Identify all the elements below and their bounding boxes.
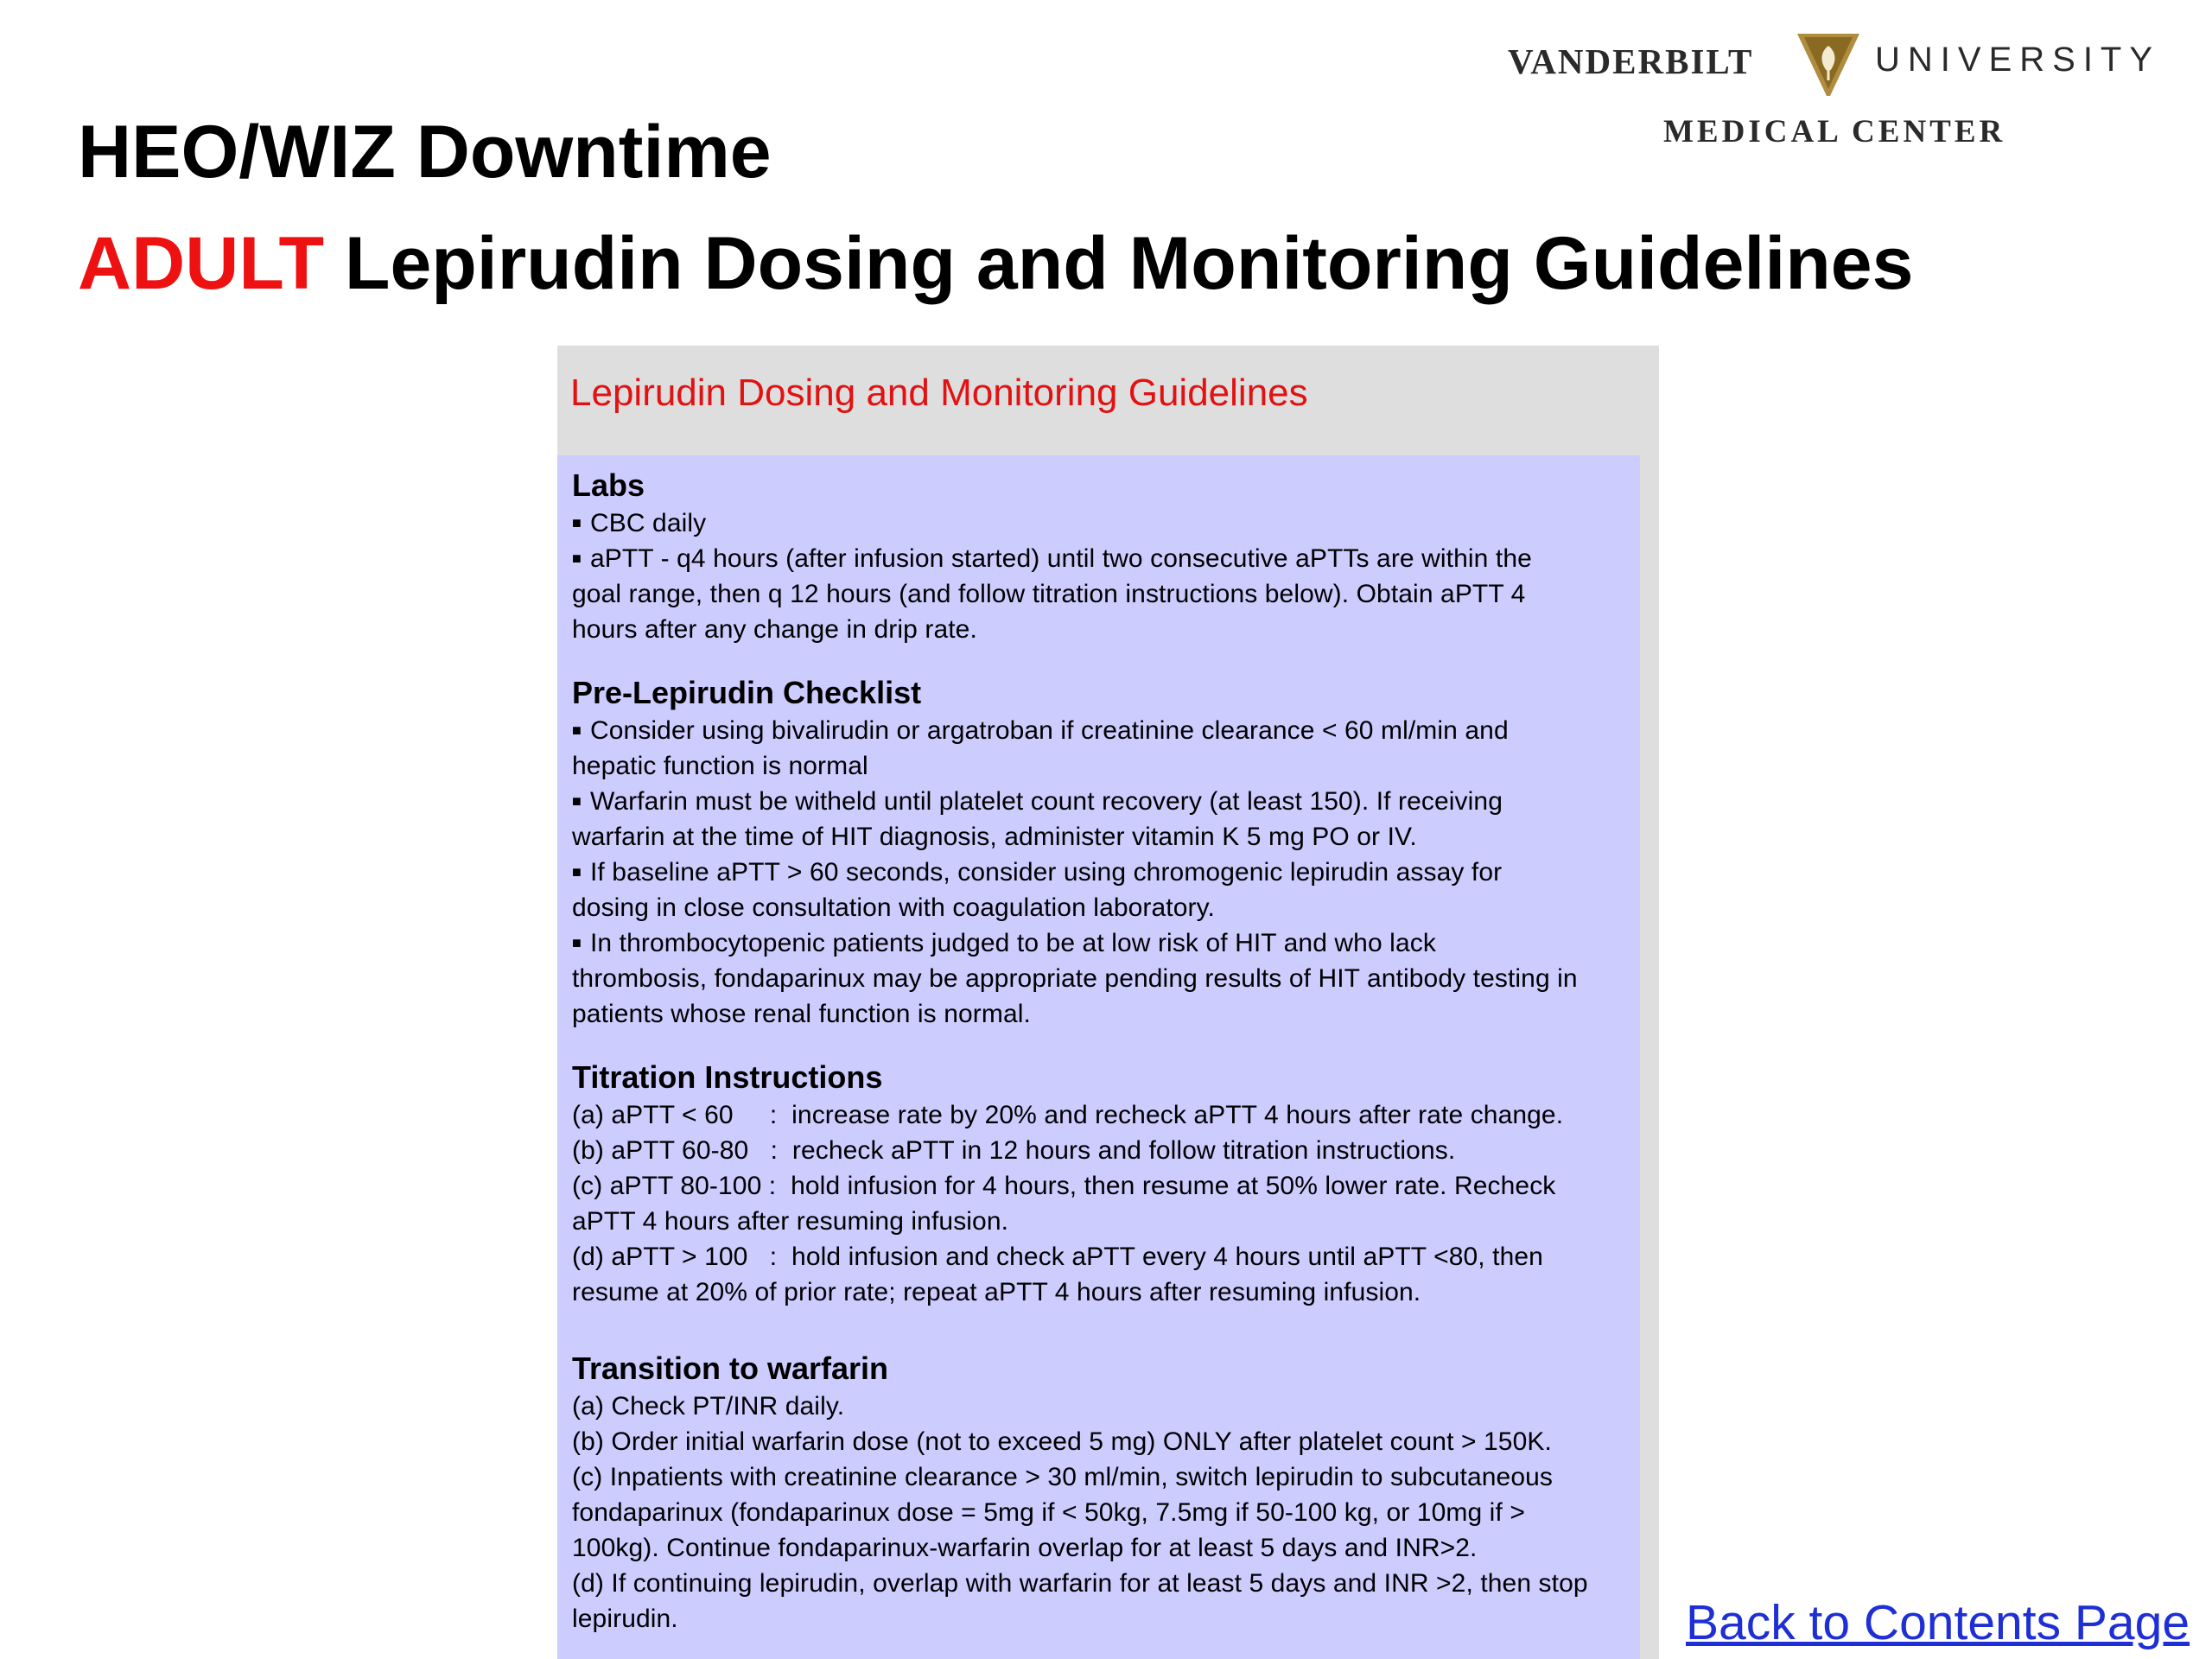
transition-line: fondaparinux (fondaparinux dose = 5mg if < 50kg, 7.5mg if 50-100 kg, or 10mg if > (572, 1498, 1525, 1527)
back-to-contents-link[interactable]: Back to Contents Page (1686, 1595, 2190, 1650)
labs-line: goal range, then q 12 hours (and follow titration instructions below). Obtain aPTT 4 (572, 580, 1526, 608)
checklist-line: ■ If baseline aPTT > 60 seconds, consider using chromogenic lepirudin assay for (572, 855, 1637, 890)
titration-line: (d) aPTT > 100 : hold infusion and check aPTT every 4 hours until aPTT <80, then (572, 1243, 1543, 1271)
checklist-line: thrombosis, fondaparinux may be appropriate pending results of HIT antibody testing in (572, 964, 1578, 993)
adult-highlight: ADULT (78, 222, 325, 305)
panel-content (572, 455, 1637, 1637)
transition-heading: Transition to warfarin (572, 1351, 889, 1386)
vanderbilt-v-oak-leaf-icon (1796, 30, 1861, 98)
titration-heading: Titration Instructions (572, 1059, 883, 1095)
logo-word-vanderbilt: VANDERBILT (1508, 41, 1754, 81)
transition-line: (b) Order initial warfarin dose (not to exceed 5 mg) ONLY after platelet count > 150K. (572, 1427, 1552, 1456)
titration-line: (b) aPTT 60-80 : recheck aPTT in 12 hours and follow titration instructions. (572, 1136, 1456, 1165)
labs-line: hours after any change in drip rate. (572, 615, 977, 644)
transition-line: lepirudin. (572, 1605, 678, 1633)
titration-line: (c) aPTT 80-100 : hold infusion for 4 hours, then resume at 50% lower rate. Recheck (572, 1172, 1556, 1200)
transition-line: (c) Inpatients with creatinine clearance > 30 ml/min, switch lepirudin to subcutaneous (572, 1463, 1554, 1491)
transition-line: 100kg). Continue fondaparinux-warfarin overlap for at least 5 days and INR>2. (572, 1534, 1478, 1562)
checklist-line: ■ Warfarin must be witheld until platelet count recovery (at least 150). If receiving (572, 784, 1637, 819)
checklist-line: ■ Consider using bivalirudin or argatroban if creatinine clearance < 60 ml/min and (572, 713, 1637, 748)
logo-medical-center: MEDICAL CENTER (1663, 114, 2006, 149)
guidelines-panel (557, 346, 1659, 1659)
titration-line: aPTT 4 hours after resuming infusion. (572, 1207, 1009, 1236)
logo-top-row (1508, 30, 2164, 99)
labs-heading: Labs (572, 467, 645, 503)
checklist-heading: Pre-Lepirudin Checklist (572, 675, 922, 710)
labs-line: ■ aPTT - q4 hours (after infusion started) until two consecutive aPTTs are within the (572, 541, 1637, 576)
panel-heading: Lepirudin Dosing and Monitoring Guidelines (570, 372, 1308, 414)
page-title: HEO/WIZ Downtime (78, 111, 772, 194)
checklist-line: ■ In thrombocytopenic patients judged to be at low risk of HIT and who lack (572, 925, 1637, 961)
panel-body (557, 455, 1640, 1659)
transition-line: (d) If continuing lepirudin, overlap with warfarin for at least 5 days and INR >2, then stop (572, 1569, 1588, 1598)
logo-word-university: UNIVERSITY (1875, 41, 2161, 79)
checklist-line: dosing in close consultation with coagulation laboratory. (572, 893, 1215, 922)
subtitle-rest: Lepirudin Dosing and Monitoring Guidelines (324, 222, 1914, 305)
checklist-line: hepatic function is normal (572, 752, 868, 780)
labs-line: ■ CBC daily (572, 505, 1637, 541)
page-subtitle (78, 222, 1914, 305)
checklist-line: warfarin at the time of HIT diagnosis, administer vitamin K 5 mg PO or IV. (572, 823, 1417, 851)
titration-line: (a) aPTT < 60 : increase rate by 20% and recheck aPTT 4 hours after rate change. (572, 1101, 1564, 1129)
vanderbilt-logo (1508, 30, 2164, 160)
transition-line: (a) Check PT/INR daily. (572, 1392, 845, 1421)
titration-line: resume at 20% of prior rate; repeat aPTT 4 hours after resuming infusion. (572, 1278, 1421, 1306)
checklist-line: patients whose renal function is normal. (572, 1000, 1031, 1028)
